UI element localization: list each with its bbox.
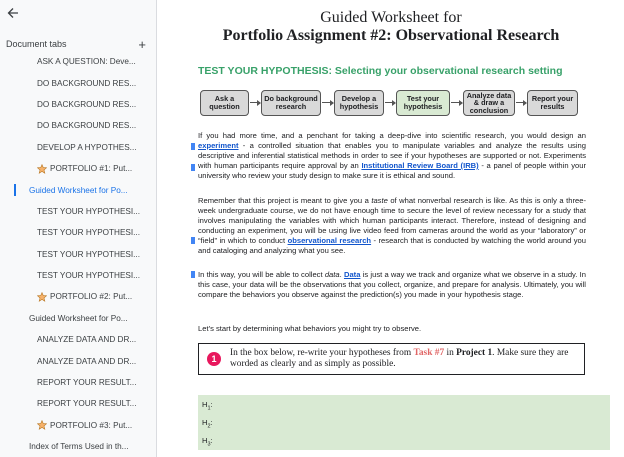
flow-step-analyze-data: Analyze data & draw a conclusion bbox=[463, 90, 515, 116]
sidebar-tab-label: TEST YOUR HYPOTHESI... bbox=[37, 206, 140, 216]
callout-text-b: in bbox=[444, 348, 457, 359]
comment-marker[interactable] bbox=[191, 237, 195, 244]
document-tabs-label: Document tabs bbox=[6, 39, 67, 49]
star-icon bbox=[37, 164, 47, 174]
hypothesis-row-2[interactable] bbox=[202, 418, 213, 430]
arrow-left-icon[interactable] bbox=[4, 4, 22, 22]
flow-step-background-research: Do background research bbox=[261, 90, 321, 116]
hyp-colon: : bbox=[210, 418, 213, 427]
hyp-sub: 3 bbox=[207, 441, 211, 448]
sidebar-tab-item[interactable] bbox=[0, 222, 157, 243]
p2-text-c: - research that is conducted by watching the world around you and cataloging and analyzing what you see. bbox=[198, 236, 587, 256]
project-reference: Project 1 bbox=[456, 348, 493, 359]
comment-marker[interactable] bbox=[191, 271, 195, 278]
sidebar-tab-label: ANALYZE DATA AND DR... bbox=[37, 356, 137, 366]
hypotheses-box[interactable] bbox=[198, 395, 610, 450]
page-title-line2: Portfolio Assignment #2: Observational Research bbox=[222, 27, 560, 44]
sidebar-tab-item[interactable] bbox=[0, 158, 157, 179]
p3-text-a: In this way, you will be able to collect bbox=[198, 270, 325, 279]
sidebar-tab-label: DO BACKGROUND RES... bbox=[37, 121, 137, 131]
hyp-letter: H bbox=[202, 436, 208, 445]
callout-text-c: . Make sure they are worded as clearly and as simply as possible. bbox=[230, 348, 569, 369]
sidebar-tab-item[interactable] bbox=[0, 372, 157, 393]
paragraph-experiment bbox=[198, 131, 586, 181]
sidebar-tab-label: ASK A QUESTION: Deve... bbox=[37, 57, 136, 67]
paragraph-data bbox=[198, 270, 586, 300]
hypothesis-row-3[interactable] bbox=[202, 436, 213, 448]
plus-icon[interactable]: + bbox=[138, 36, 146, 52]
sidebar-tab-label: TEST YOUR HYPOTHESI... bbox=[37, 249, 140, 259]
flow-arrow bbox=[250, 102, 260, 103]
flow-step-report-results: Report your results bbox=[527, 90, 578, 116]
sidebar-tab-item[interactable] bbox=[0, 329, 157, 350]
sidebar-tab-label: PORTFOLIO #2: Put... bbox=[50, 292, 133, 302]
sidebar-tab-item[interactable] bbox=[0, 137, 157, 158]
experiment-link[interactable]: experiment bbox=[198, 141, 239, 151]
sidebar-tab-label: Guided Worksheet for Po... bbox=[29, 313, 128, 323]
flow-step-ask-question: Ask a question bbox=[200, 90, 249, 116]
task-callout bbox=[198, 343, 585, 375]
sidebar-tab-item[interactable] bbox=[0, 350, 157, 371]
sidebar-tab-item[interactable] bbox=[0, 51, 157, 72]
section-heading: TEST YOUR HYPOTHESIS: Selecting your observational research setting bbox=[198, 65, 563, 77]
observational-research-link[interactable]: observational research bbox=[287, 236, 372, 246]
p2-emphasis: taste bbox=[371, 196, 388, 205]
comment-marker[interactable] bbox=[191, 143, 195, 150]
paragraph-observational-research bbox=[198, 196, 586, 256]
sidebar-tab-label: ANALYZE DATA AND DR... bbox=[37, 335, 137, 345]
page-title-line1: Guided Worksheet for bbox=[320, 9, 462, 26]
data-link[interactable]: Data bbox=[343, 270, 361, 279]
star-icon bbox=[37, 420, 47, 430]
hyp-sub: 1 bbox=[207, 405, 211, 412]
hyp-colon: : bbox=[210, 436, 213, 445]
star-icon bbox=[37, 292, 47, 302]
sidebar-tab-item[interactable] bbox=[0, 244, 157, 265]
p3-emphasis: data bbox=[324, 270, 340, 279]
flow-arrow bbox=[385, 102, 395, 103]
comment-marker[interactable] bbox=[191, 164, 195, 171]
sidebar-tab-item[interactable] bbox=[0, 286, 157, 307]
task-number-badge: 1 bbox=[207, 352, 221, 366]
p1-text-a: If you had more time, and a penchant for taking a deep-dive into scientific research, you would design an bbox=[198, 131, 586, 140]
sidebar-tab-label: PORTFOLIO #3: Put... bbox=[50, 420, 133, 430]
arrow-left-icon-svg bbox=[7, 7, 19, 19]
scientific-method-flowchart bbox=[198, 90, 584, 118]
sidebar-tab-item[interactable] bbox=[0, 415, 157, 436]
callout-text-a: In the box below, re-write your hypotheses from bbox=[230, 348, 414, 359]
flow-arrow bbox=[451, 102, 462, 103]
sidebar-tab-item[interactable] bbox=[0, 72, 157, 93]
p3-text-c: is just a way we track and organize what we observe in a study. In this case, your data will be the observations that you collect, organize, and prepare for analysis. Ultimately, you will compare the behaviors you observe against the prediction(s) you made in your hypothesis stage. bbox=[198, 270, 586, 300]
irb-link[interactable]: Institutional Review Board (IRB) bbox=[361, 161, 479, 171]
tab-list bbox=[0, 51, 157, 457]
p3-text-b: . bbox=[339, 270, 344, 279]
sidebar-tab-item[interactable] bbox=[0, 94, 157, 115]
flow-arrow bbox=[516, 102, 526, 103]
sidebar-tab-label: DEVELOP A HYPOTHES... bbox=[37, 142, 137, 152]
sidebar-tab-label: DO BACKGROUND RES... bbox=[37, 99, 137, 109]
sidebar-tab-item[interactable] bbox=[0, 436, 157, 457]
sidebar-tab-item[interactable] bbox=[0, 265, 157, 286]
document-tabs-sidebar bbox=[0, 0, 157, 457]
p1-text-b: - a controlled situation that enables you to manipulate variables and analyze the results using descriptive and inferential statistical methods in order to see if your hypotheses are supported or not. Experiments with human participants require approval by an bbox=[198, 141, 586, 171]
sidebar-tab-item[interactable] bbox=[0, 201, 157, 222]
paragraph-lets-start: Let’s start by determining what behaviors you might try to observe. bbox=[198, 324, 422, 333]
hyp-colon: : bbox=[210, 400, 213, 409]
sidebar-tab-label: REPORT YOUR RESULT... bbox=[37, 399, 137, 409]
sidebar-tab-label: TEST YOUR HYPOTHESI... bbox=[37, 271, 140, 281]
sidebar-tab-label: DO BACKGROUND RES... bbox=[37, 78, 137, 88]
sidebar-tab-item[interactable] bbox=[0, 179, 157, 200]
sidebar-tab-label: REPORT YOUR RESULT... bbox=[37, 378, 137, 388]
document-tabs-header bbox=[6, 37, 146, 51]
document-page bbox=[158, 0, 624, 457]
sidebar-tab-item[interactable] bbox=[0, 308, 157, 329]
sidebar-tab-label: Index of Terms Used in th... bbox=[29, 442, 129, 452]
hyp-letter: H bbox=[202, 400, 208, 409]
flow-step-test-hypothesis: Test your hypothesis bbox=[396, 90, 450, 116]
task-reference: Task #7 bbox=[413, 348, 445, 359]
flow-step-develop-hypothesis: Develop a hypothesis bbox=[334, 90, 384, 116]
sidebar-tab-label: PORTFOLIO #1: Put... bbox=[50, 164, 133, 174]
task-instructions bbox=[230, 348, 584, 370]
sidebar-tab-label: TEST YOUR HYPOTHESI... bbox=[37, 228, 140, 238]
hyp-sub: 2 bbox=[207, 423, 211, 430]
p1-text-c: - a panel of people within your university who review your study design to make sure it is ethical and sound. bbox=[198, 161, 586, 181]
p2-text-b: of what nonverbal research is like. As this is only a three-week undergraduate course, we do not have enough time to secure the level of review necessary for a study that involves manipulating the variables with which human participants interact. Therefore, instead of designing and conducting an experiment, you will be using live video feed from cameras around the world as your “laboratory” or “field” in which to conduct bbox=[198, 196, 586, 246]
sidebar-tab-item[interactable] bbox=[0, 115, 157, 136]
flow-arrow bbox=[322, 102, 333, 103]
hypothesis-row-1[interactable] bbox=[202, 400, 213, 412]
sidebar-tab-label: Guided Worksheet for Po... bbox=[29, 185, 128, 195]
sidebar-tab-item[interactable] bbox=[0, 393, 157, 414]
hyp-letter: H bbox=[202, 418, 208, 427]
p2-text-a: Remember that this project is meant to give you a bbox=[198, 196, 372, 205]
